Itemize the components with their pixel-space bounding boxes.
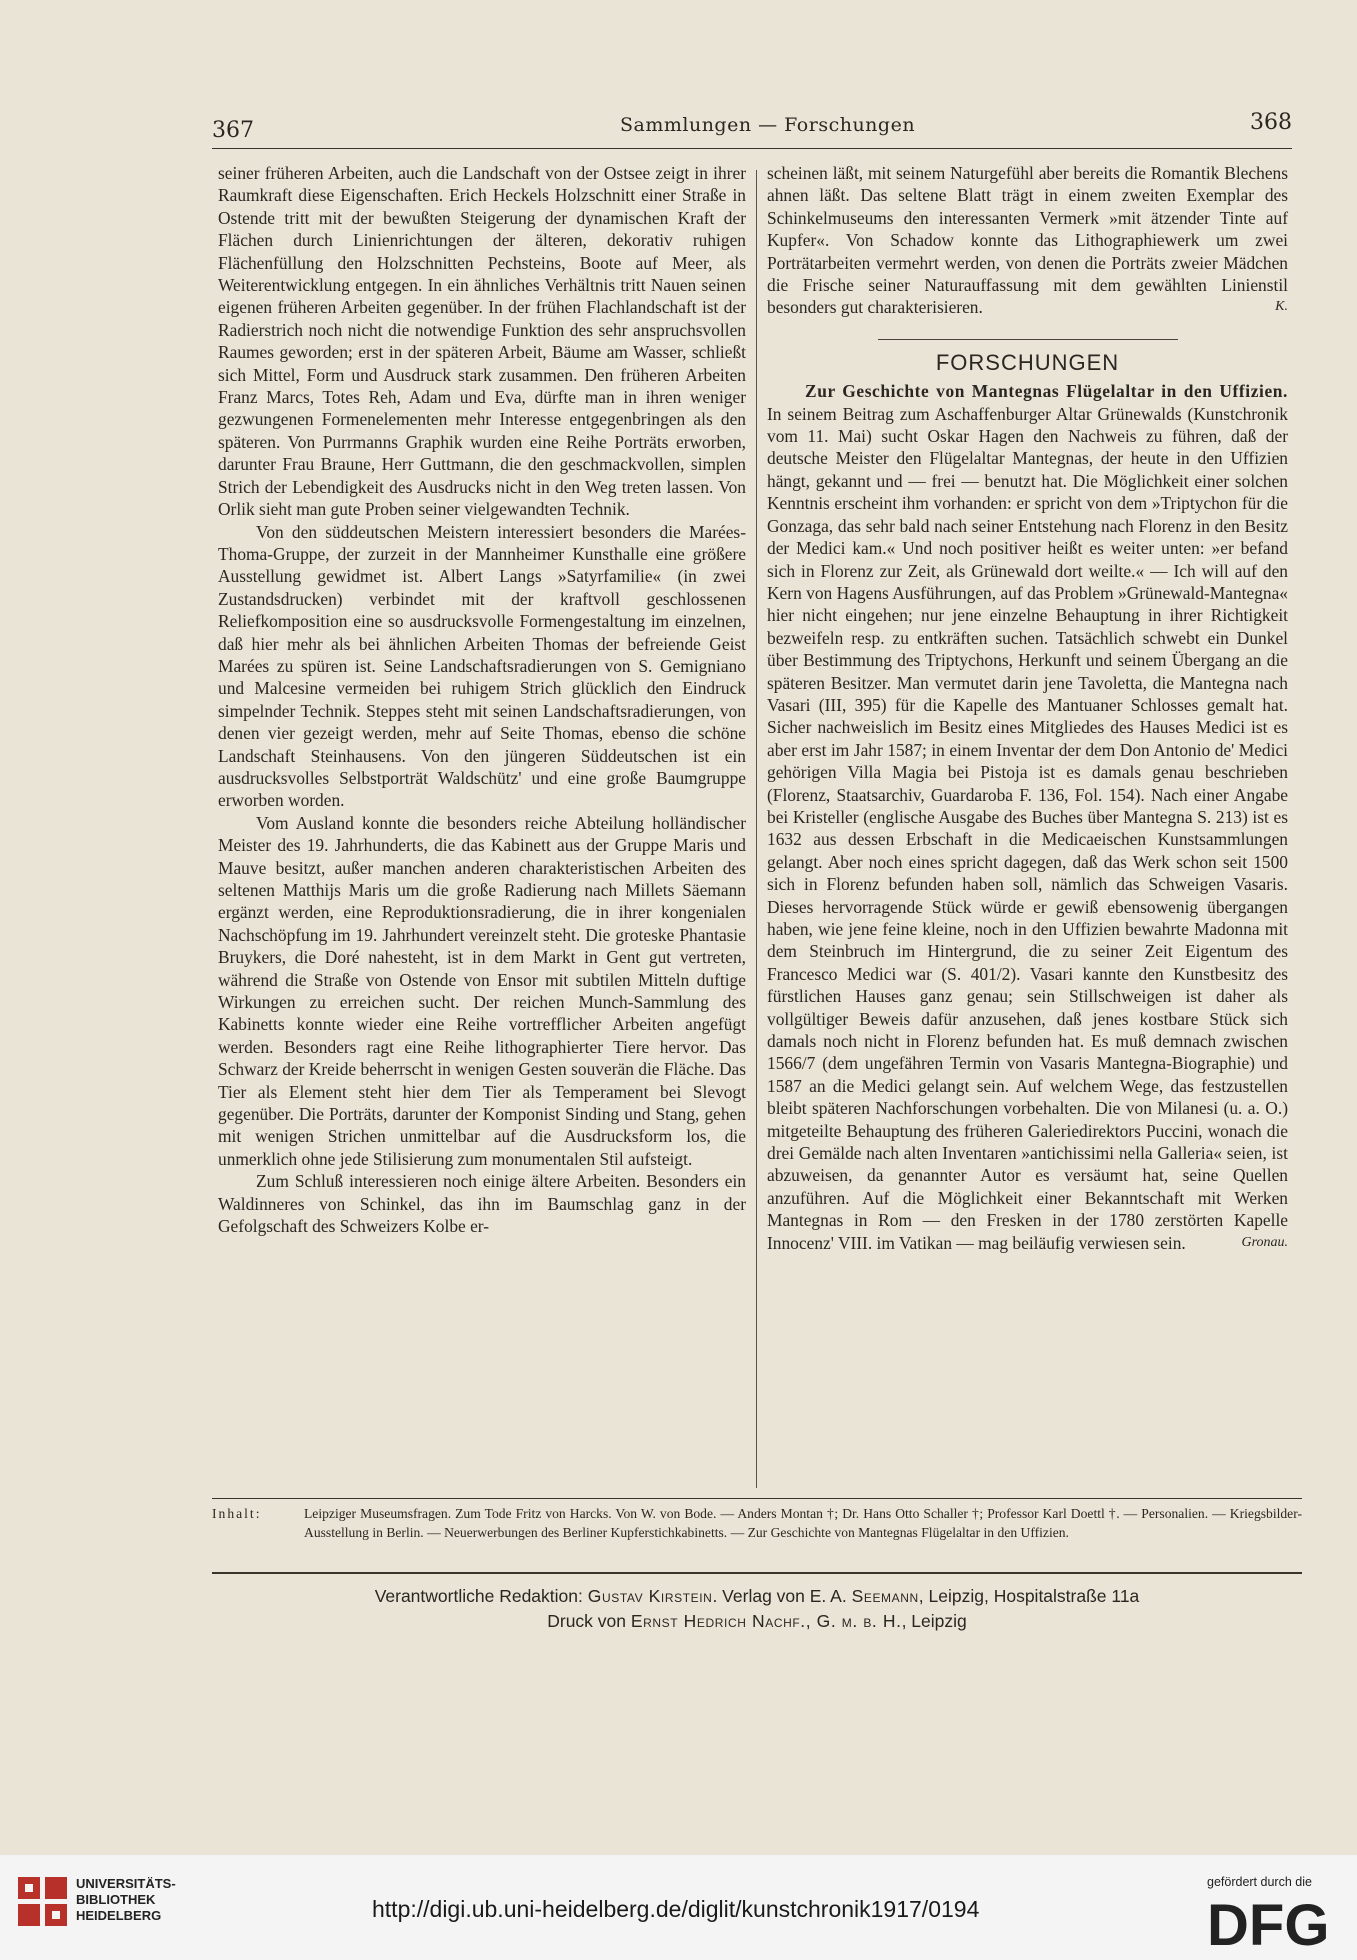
page-number-left: 367 <box>212 118 254 143</box>
imprint-publisher: Seemann <box>851 1586 919 1606</box>
imprint-editor-label: Verantwortliche Redaktion: <box>374 1586 588 1606</box>
left-paragraph-1: seiner früheren Arbeiten, auch die Landschaft von der Ostsee zeigt in ihrer Raumkraft diese Eigenschaften. Erich Heckels Holzschnitt einer Straße in Ostende tritt mit der bewußten Steigerung der dynamischen Kraft der Flächen durch Linienrichtungen der älteren, dekorativ ruhigen Flächenfüllung den Holzschnitten Pechsteins, Boote auf Meer, als Weiterentwicklung entgegen. In ein ähnliches Verhältnis tritt Nauen seinen eigenen früheren Arbeiten gegenüber. In der frühen Flachlandschaft ist der Radierstrich noch nicht die notwendige Funktion des sehr anspruchsvollen Raumes geworden; erst in der späteren Arbeit, Bäume am Wasser, schließt sich Mittel, Form und Ausdruck stark zusammen. Den früheren Arbeiten Franz Marcs, Totes Reh, Adam und Eva, dürfte man in ihren weniger gezwungenen Formenelementen mehr Interesse entgegenbringen als den späteren. Von Purrmanns Graphik wurden eine Reihe Porträts erworben, darunter Frau Braune, Herr Guttmann, die den geschmackvollen, simplen Strich der Lebendigkeit des Ausdrucks nicht in den Weg treten lassen. Von Orlik sieht man gute Proben seiner vielgewandten Technik. <box>218 163 746 520</box>
imprint-line-2 <box>212 1609 1302 1634</box>
contents-label: Inhalt: <box>212 1506 262 1521</box>
left-column <box>218 162 746 1238</box>
contents-block <box>212 1504 1302 1542</box>
header-rule <box>212 148 1292 149</box>
source-url-link[interactable]: http://digi.ub.uni-heidelberg.de/diglit/kunstchronik1917/0194 <box>372 1896 980 1922</box>
article-body: In seinem Beitrag zum Aschaffenburger Altar Grünewalds (Kunstchronik vom 11. Mai) sucht Oskar Hagen den Nachweis zu führen, daß der deutsche Meister den Flügelaltar Mantegnas, der heute in den Uffizien hängt, gekannt und — frei — benutzt hat. Die Möglichkeit einer solchen Kenntnis erscheint ihm vorhanden: er spricht von dem »Triptychon für die Gonzaga, das sehr bald nach seiner Entstehung nach Florenz in den Besitz der Medici kam.« Und noch positiver heißt es weiter unten: »er befand sich in Florenz zur Zeit, als Grünewald dort weilte.« — Ich will auf den Kern von Hagens Ausführungen, auf das Problem »Grünewald-Mantegna« hier nicht eingehen; nur jene einzelne Behauptung in ihrer Richtigkeit bezweifeln resp. zu entkräften suchen. Tatsächlich schwebt ein Dunkel über Bestimmung des Triptychons, Herkunft und seinem Übergang an die späteren Besitzer. Man vermutet darin jene Tavoletta, die Mantegna nach Vasari (III, 395) für die Kapelle des Mantuaner Schlosses gemalt hat. Sicher nachweislich im Besitz eines Mitgliedes des Hauses Medici ist es aber erst im Jahr 1587; in einem Inventar der dem Don Antonio de' Medici gehörigen Villa Magia bei Pistoja ist es damals genau beschrieben (Florenz, Staatsarchiv, Guardaroba F. 136, Fol. 154). Nach einer Angabe bei Kristeller (englische Ausgabe des Buches über Mantegna S. 213) ist es 1632 aus dessen Erbschaft in die Medicaeischen Kunstsammlungen gelangt. Aber noch eines spricht dagegen, daß das Werk schon seit 1500 sich in Florenz befunden haben soll, nämlich das Schweigen Vasaris. Dieses hervorragende Stück würde er gewiß ebensowenig übergangen haben, wie jene feine kleine, noch in den Uffizien bewahrte Madonna mit dem Steinbruch im Hintergrund, die zu seiner Zeit Eigentum des Francesco Medici war (S. 401/2). Vasari kannte den Kunstbesitz des fürstlichen Hauses ganz genau; sein Stillschweigen ist daher als vollgültiger Beweis dafür anzusehen, daß jenes kostbare Stück sich damals noch nicht in Florenz befunden hat. Es muß demnach zwischen 1566/7 (dem ungefähren Termin von Vasaris Mantegna-Biographie) und 1587 an die Medici gelangt sein. Auf welchem Wege, das festzustellen bleibt späteren Nachforschungen vorbehalten. Die von Milanesi (u. a. O.) mitgeteilte Behauptung des früheren Galeriedirektors Puccini, wonach die drei Gemälde nach alten Inventaren »antichissimi nella Galleria« seien, ist abzuweisen, da genannter Autor es versäumt hat, seine Quellen anzuführen. Auf die Möglichkeit einer Bekanntschaft mit Werken Mantegnas in Rom — den Fresken in der 1780 zerstörten Kapelle Innocenz' VIII. im Vatikan — mag beiläufig verwiesen sein. <box>767 403 1288 1253</box>
continuation-paragraph <box>767 162 1288 319</box>
article-signature: Gronau. <box>1241 1234 1288 1250</box>
contents-rule-top <box>212 1498 1302 1499</box>
article-paragraph <box>767 380 1288 1254</box>
dfg-logo-icon <box>1207 1895 1347 1950</box>
section-title: FORSCHUNGEN <box>935 349 1120 375</box>
library-name-line-3: HEIDELBERG <box>76 1908 162 1923</box>
library-logo-icon <box>18 1877 70 1929</box>
imprint <box>212 1584 1302 1634</box>
library-name-line-1: UNIVERSITÄTS- <box>76 1876 176 1891</box>
imprint-address: , Leipzig, Hospitalstraße 11a <box>918 1586 1140 1606</box>
contents-text: Leipziger Museumsfragen. Zum Tode Fritz von Harcks. Von W. von Bode. — Anders Montan †; Dr. Hans Otto Schaller †; Professor Karl Doettl †. — Personalien. — Kriegsbilder-Ausstellung in Berlin. — Neuerwerbungen des Berliner Kupferstichkabinetts. — Zur Geschichte von Mantegnas Flügelaltar in den Uffizien. <box>304 1506 1302 1540</box>
section-rule <box>878 339 1178 340</box>
dfg-logo-text: DFG <box>1207 1895 1330 1950</box>
running-title: Sammlungen — Forschungen <box>620 114 916 136</box>
imprint-printer: Ernst Hedrich Nachf., G. m. b. H. <box>630 1611 902 1631</box>
continuation-text: scheinen läßt, mit seinem Naturgefühl aber bereits die Romantik Blechens ahnen läßt. Das seltene Blatt trägt in einem zweiten Exemplar des Schinkelmuseums den interessanten Vermerk »mit ätzender Tinte auf Kupfer«. Von Schadow konnte das Lithographiewerk um zwei Porträtarbeiten vermehrt werden, von denen die Porträts zweier Mädchen die Frische seiner Naturauffassung mit dem gewählten Linienstil besonders gut charakterisieren. <box>767 163 1288 318</box>
funding-label: gefördert durch die <box>1207 1875 1312 1889</box>
imprint-printer-city: , Leipzig <box>901 1611 967 1631</box>
contents-rule-bottom <box>212 1572 1302 1574</box>
continuation-signature: K. <box>1275 299 1288 315</box>
library-name <box>76 1876 176 1924</box>
article-title: Zur Geschichte von Mantegnas Flügelaltar in den Uffizien. <box>805 381 1288 402</box>
right-column <box>767 162 1288 1254</box>
library-name-line-2: BIBLIOTHEK <box>76 1892 156 1907</box>
imprint-line-1 <box>212 1584 1302 1609</box>
left-paragraph-4: Zum Schluß interessieren noch einige ältere Arbeiten. Besonders ein Waldinneres von Schinkel, das ihn im Baumschlag ganz in der Gefolgschaft des Schweizers Kolbe er- <box>218 1171 746 1237</box>
column-divider <box>756 170 757 1488</box>
left-paragraph-2: Von den süddeutschen Meistern interessiert besonders die Marées-Thoma-Gruppe, der zurzeit in der Mannheimer Kunsthalle eine größere Ausstellung gewidmet ist. Albert Langs »Satyrfamilie« (in zwei Zustandsdrucken) verbindet mit der kraftvoll geschlossenen Reliefkomposition eine so ausdrucksvolle Formengestaltung im einzelnen, daß hier mehr als bei ähnlichen Arbeiten Thomas der befreiende Geist Marées zu spüren ist. Seine Landschaftsradierungen von S. Gemigniano und Malcesine vermeiden bei ruhigem Strich glücklich den Eindruck simpelnder Technik. Steppes steht mit seinen Landschaftsradierungen, von denen vier gezeigt werden, mehr auf Seite Thomas, ebenso die schöne Landschaft Steinhausens. Von den jüngeren Süddeutschen ist ein ausdrucksvolles Selbstporträt Waldschütz' und eine große Baumgruppe erworben worden. <box>218 521 746 811</box>
imprint-printer-label: Druck von <box>547 1611 631 1631</box>
left-paragraph-3: Vom Ausland konnte die besonders reiche Abteilung holländischer Meister des 19. Jahrhunderts, die das Kabinett aus der Gruppe Maris und Mauve besitzt, außer manchen anderen charakteristischen Arbeiten des seltenen Matthijs Maris um die große Radierung nach Millets Säemann ergänzt werden, eine Reproduktionsradierung, die in ihrer kongenialen Nachschöpfung im 19. Jahrhundert vereinzelt steht. Die groteske Phantasie Bruykers, die Doré nahesteht, ist in dem Markt in Gent gut vertreten, während die Straße von Ostende von Ensor mit subtilen Mitteln duftige Wirkungen zu erreichen sucht. Der reichen Munch-Sammlung des Kabinetts konnte wieder eine Reihe vortrefflicher Arbeiten angefügt werden. Besonders ragt eine Reihe lithographierter Tiere hervor. Das Schwarz der Kreide beherrscht in wenigen Gesten souverän die Fläche. Das Tier als Element steht hier dem Tier als Temperament bei Slevogt gegenüber. Die Porträts, darunter der Komponist Sinding und Stang, gehen mit wenigen Strichen unmittelbar auf die Ausdrucksform los, die unmerklich ohne jede Stilisierung zum monumentalen Stil aufsteigt. <box>218 812 746 1169</box>
imprint-publisher-label: . Verlag von E. A. <box>712 1586 852 1606</box>
page-number-right: 368 <box>1250 110 1292 135</box>
imprint-editor: Gustav Kirstein <box>587 1586 713 1606</box>
